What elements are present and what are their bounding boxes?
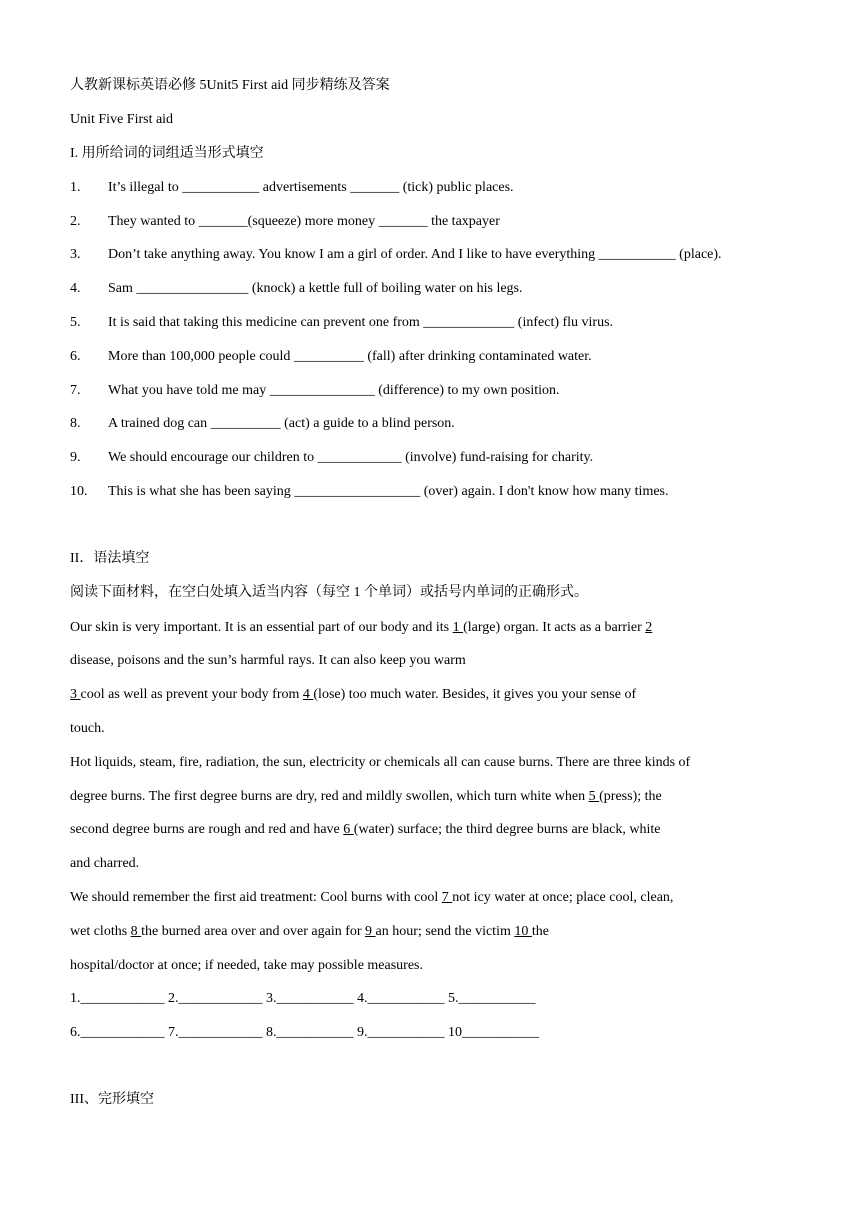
blank-7: 7	[441, 890, 453, 905]
item-text: It’s illegal to ___________ advertisements _______ (tick) public places.	[108, 180, 514, 195]
item-number: 6.	[70, 349, 81, 364]
item-number: 9.	[70, 450, 81, 465]
passage-line: wet cloths 8 the burned area over and over again for 9 an hour; send the victim 10 the	[70, 924, 549, 939]
blank-3: 3	[70, 687, 81, 702]
section-3-heading: III、完形填空	[70, 1092, 154, 1107]
passage-line: degree burns. The first degree burns are dry, red and mildly swollen, which turn white when 5 (press); the	[70, 789, 662, 804]
blank-2: 2	[645, 620, 653, 635]
document-title: 人教新课标英语必修 5Unit5 First aid 同步精练及答案	[70, 78, 390, 93]
item-text: More than 100,000 people could __________ (fall) after drinking contaminated water.	[108, 349, 592, 364]
section-2-instruction: 阅读下面材料，在空白处填入适当内容（每空 1 个单词）或括号内单词的正确形式。	[70, 585, 588, 600]
section-1-heading: I. 用所给词的词组适当形式填空	[70, 146, 264, 161]
answer-row-2: 6.____________ 7.____________ 8.___________ 9.___________ 10___________	[70, 1025, 539, 1040]
blank-9: 9	[365, 924, 376, 939]
passage-line: second degree burns are rough and red and have 6 (water) surface; the third degree burns are black, white	[70, 822, 661, 837]
item-number: 3.	[70, 247, 81, 262]
passage-line: Our skin is very important. It is an essential part of our body and its 1 (large) organ. It acts as a barrier 2	[70, 620, 653, 635]
blank-1: 1	[452, 620, 464, 635]
exercise-item	[70, 246, 722, 264]
unit-title: Unit Five First aid	[70, 112, 174, 127]
exercise-item	[70, 483, 669, 501]
item-text: A trained dog can __________ (act) a guide to a blind person.	[108, 416, 455, 431]
blank-6: 6	[343, 822, 354, 837]
exercise-item	[70, 213, 500, 231]
exercise-item	[70, 280, 523, 298]
passage-line: We should remember the first aid treatment: Cool burns with cool 7 not icy water at once; place cool, clean,	[70, 890, 674, 905]
passage-line: disease, poisons and the sun’s harmful rays. It can also keep you warm	[70, 653, 466, 668]
exercise-item	[70, 314, 613, 332]
answer-row-1: 1.____________ 2.____________ 3.___________ 4.___________ 5.___________	[70, 991, 536, 1006]
item-number: 7.	[70, 383, 81, 398]
passage-line: touch.	[70, 721, 105, 736]
passage-line: Hot liquids, steam, fire, radiation, the sun, electricity or chemicals all can cause burns. There are three kinds of	[70, 755, 691, 770]
exercise-item	[70, 449, 593, 467]
item-number: 5.	[70, 315, 81, 330]
item-text: This is what she has been saying __________________ (over) again. I don't know how many times.	[108, 484, 669, 499]
exercise-item	[70, 179, 514, 197]
item-number: 8.	[70, 416, 81, 431]
exercise-item	[70, 415, 455, 433]
blank-10: 10	[514, 924, 532, 939]
passage-line: and charred.	[70, 856, 140, 871]
item-number: 4.	[70, 281, 81, 296]
item-number: 10.	[70, 484, 88, 499]
item-text: Sam ________________ (knock) a kettle full of boiling water on his legs.	[108, 281, 523, 296]
item-text: It is said that taking this medicine can prevent one from _____________ (infect) flu virus.	[108, 315, 614, 330]
item-number: 1.	[70, 180, 81, 195]
item-number: 2.	[70, 214, 81, 229]
exercise-item	[70, 382, 560, 400]
section-2-heading: II．语法填空	[70, 551, 150, 566]
item-text: What you have told me may _______________ (difference) to my own position.	[108, 383, 560, 398]
blank-8: 8	[130, 924, 142, 939]
item-text: Don’t take anything away. You know I am a girl of order. And I like to have everything ___________ (place).	[108, 247, 722, 262]
exercise-item	[70, 348, 592, 366]
blank-5: 5	[588, 789, 600, 804]
blank-4: 4	[302, 687, 314, 702]
item-text: We should encourage our children to ____________ (involve) fund-raising for charity.	[108, 450, 594, 465]
passage-line: hospital/doctor at once; if needed, take may possible measures.	[70, 958, 424, 973]
item-text: They wanted to _______(squeeze) more money _______ the taxpayer	[108, 214, 500, 229]
passage-line: 3 cool as well as prevent your body from 4 (lose) too much water. Besides, it gives you your sense of	[70, 687, 637, 702]
